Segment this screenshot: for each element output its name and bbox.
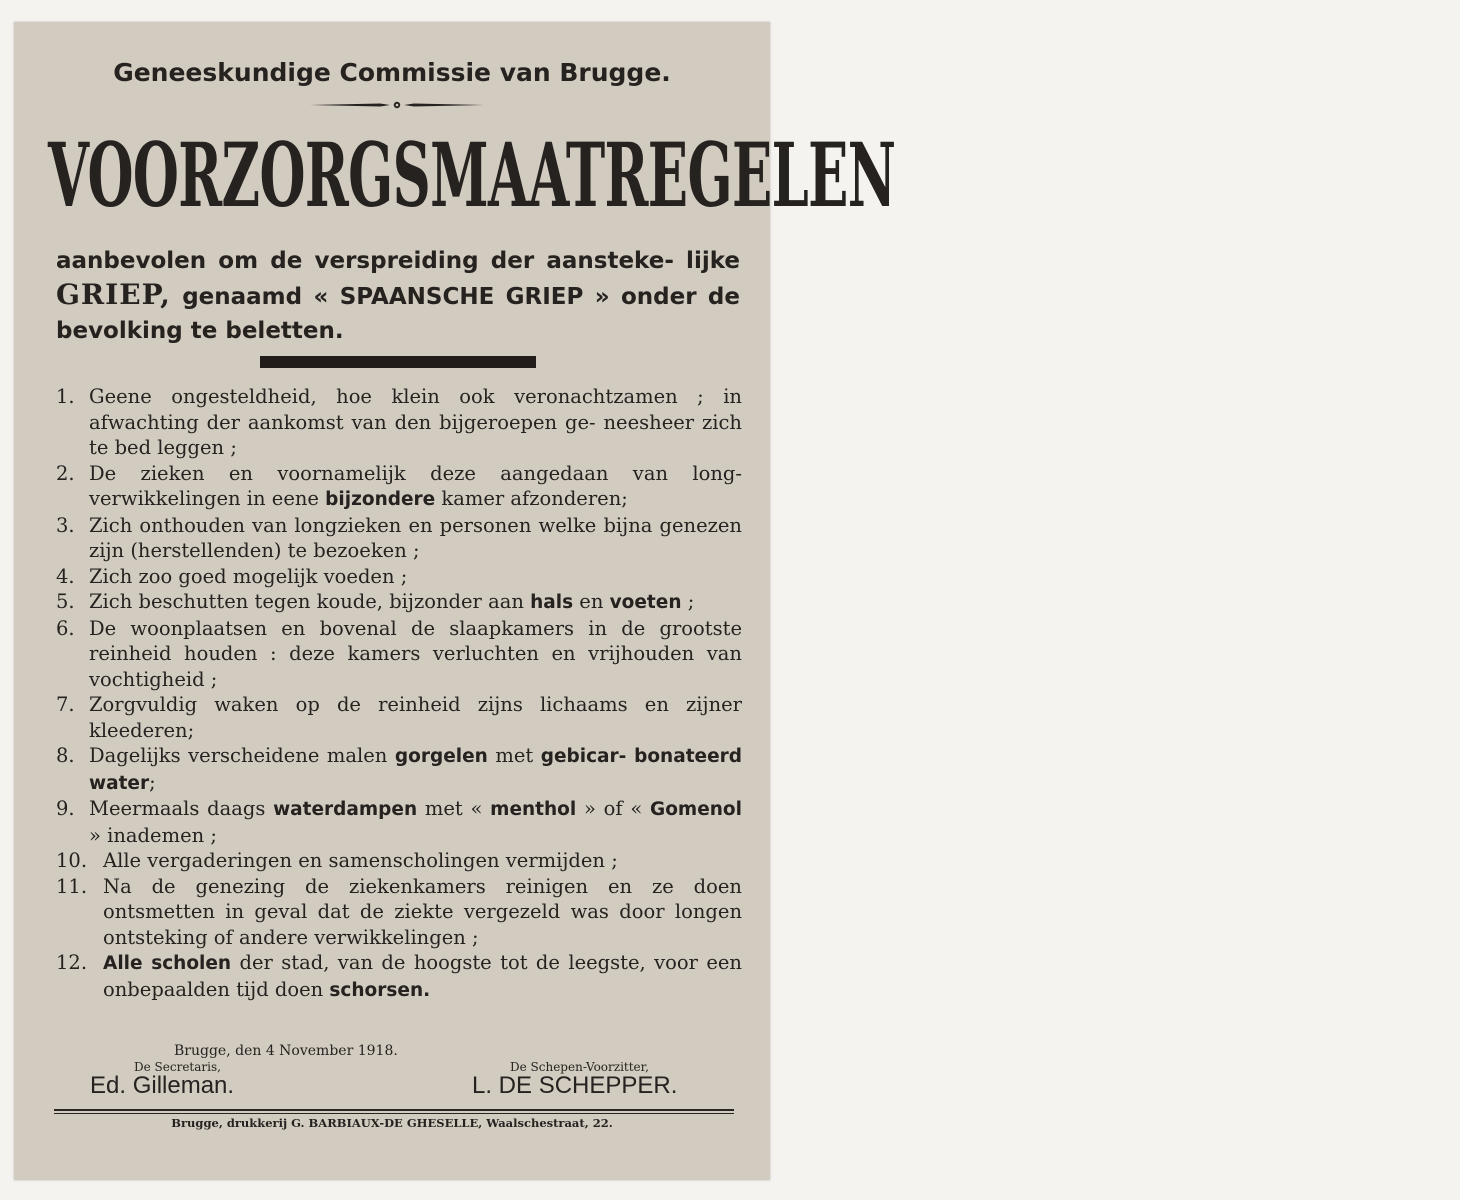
measure-number: 9. <box>56 797 75 820</box>
measure-text-part: ; <box>149 770 156 794</box>
printer-imprint: Brugge, drukkerij G. BARBIAUX-DE GHESELLE, Waalschestraat, 22. <box>171 1116 613 1130</box>
commissie-heading: Geneeskundige Commissie van Brugge. <box>113 58 671 87</box>
measure-text-part: » of « <box>576 797 651 820</box>
measure-text-part: » inademen ; <box>89 823 217 847</box>
measure-text-part: Alle vergaderingen en samenscholingen vermijden ; <box>103 849 618 872</box>
measure-text <box>89 461 742 513</box>
measure-emphasis: Alle scholen <box>103 953 232 974</box>
secretary-name: Ed. Gilleman. <box>90 1072 235 1099</box>
measure-text-part: Zich onthouden van longzieken en personen welke bijna genezen zijn (herstellenden) te bezoeken ; <box>89 513 742 562</box>
measure-number: 8. <box>56 744 75 767</box>
measure-text-part: De woonplaatsen en bovenal de slaapkamers in de grootste reinheid houden : deze kamers verluchten en vrijhouden van vochtigheid ; <box>89 616 742 691</box>
ornament-divider <box>310 100 484 110</box>
measure-text <box>89 513 742 564</box>
measure-number: 4. <box>56 564 75 588</box>
measure-text <box>89 796 742 848</box>
chairman-role: De Schepen-Voorzitter, <box>510 1060 649 1074</box>
measure-item <box>56 950 742 1003</box>
measure-number: 6. <box>56 616 75 640</box>
secretary-role: De Secretaris, <box>134 1060 221 1074</box>
measure-text <box>103 874 742 951</box>
measure-emphasis: waterdampen <box>273 799 418 820</box>
measure-emphasis: Gomenol <box>650 799 742 820</box>
measure-text-part: Geene ongesteldheid, hoe klein ook veronachtzamen ; in afwachting der aankomst van den bijgeroepen ge- neesheer zich te bed leggen ; <box>89 385 742 459</box>
measure-emphasis: bijzondere <box>325 489 436 510</box>
measure-emphasis: voeten <box>609 592 682 613</box>
measure-number: 7. <box>56 693 75 716</box>
measure-text-part: met « <box>417 797 491 820</box>
measure-item <box>56 589 742 616</box>
measure-emphasis: gebicar- bonateerd water <box>89 746 742 794</box>
intro-griep: GRIEP, <box>56 278 171 311</box>
measure-text-part: kamer afzonderen; <box>435 487 628 510</box>
measure-number: 2. <box>56 461 75 485</box>
measure-number: 11. <box>56 874 88 898</box>
heading-rule <box>260 356 536 368</box>
measure-item <box>56 384 742 461</box>
measure-item <box>56 692 742 743</box>
measures-list <box>56 384 742 1003</box>
measure-item <box>56 616 742 693</box>
measure-text-part: met <box>487 744 541 767</box>
measure-text-part: Dagelijks verscheidene malen <box>89 744 395 767</box>
measure-text-part: Zich zoo goed mogelijk voeden ; <box>89 564 408 588</box>
measure-number: 1. <box>56 385 75 408</box>
measure-number: 3. <box>56 513 75 537</box>
measure-number: 5. <box>56 590 75 613</box>
footer-rule-thick <box>54 1109 734 1111</box>
measure-item <box>56 564 742 590</box>
measure-text-part: Na de genezing de ziekenkamers reinigen en ze doen ontsmetten in geval dat de ziekte vergezeld was door longen ontsteking of andere verwikkelingen ; <box>103 874 742 949</box>
measure-item <box>56 461 742 513</box>
measure-item <box>56 743 742 796</box>
measure-item <box>56 874 742 951</box>
measure-number: 10. <box>56 849 88 872</box>
measure-text <box>89 616 742 693</box>
measure-emphasis: gorgelen <box>394 746 488 767</box>
measure-emphasis: menthol <box>490 799 577 820</box>
measure-item <box>56 796 742 848</box>
intro-paragraph <box>56 244 740 348</box>
headline-text: VOORZORGSMAATREGELEN <box>48 123 896 227</box>
measure-text <box>89 564 742 590</box>
measure-text-part: Zich beschutten tegen koude, bijzonder aan <box>89 590 531 613</box>
measure-text-part: der stad, van de hoogste tot de leegste, voor een onbepaalden tijd doen <box>103 951 742 1001</box>
date-line: Brugge, den 4 November 1918. <box>174 1043 398 1059</box>
measure-emphasis: schorsen. <box>329 979 431 1001</box>
measure-emphasis: hals <box>530 592 574 613</box>
measure-text-part: Meermaals daags <box>89 797 274 820</box>
measure-item <box>56 513 742 564</box>
measure-text-part: ; <box>681 590 695 613</box>
measure-text <box>89 692 742 743</box>
headline <box>48 115 896 235</box>
chairman-name: L. DE SCHEPPER. <box>472 1072 678 1099</box>
measure-text <box>103 950 742 1003</box>
measure-text <box>89 384 742 461</box>
measure-text-part: De zieken en voornamelijk deze aangedaan van long- verwikkelingen in eene <box>89 461 742 510</box>
measure-text-part: Zorgvuldig waken op de reinheid zijns lichaams en zijner kleederen; <box>89 693 742 742</box>
measure-text <box>103 848 742 874</box>
measure-text <box>89 743 742 796</box>
measure-number: 12. <box>56 951 88 974</box>
measure-text <box>89 589 742 616</box>
footer-rule-thin <box>54 1113 734 1114</box>
intro-text-1: aanbevolen om de verspreiding der aansteke- lijke <box>56 248 740 274</box>
poster <box>14 22 896 1180</box>
measure-item <box>56 848 742 874</box>
measure-text-part: en <box>573 590 610 613</box>
intro-text-2: genaamd « SPAANSCHE GRIEP » onder de bevolking te beletten. <box>56 284 740 344</box>
